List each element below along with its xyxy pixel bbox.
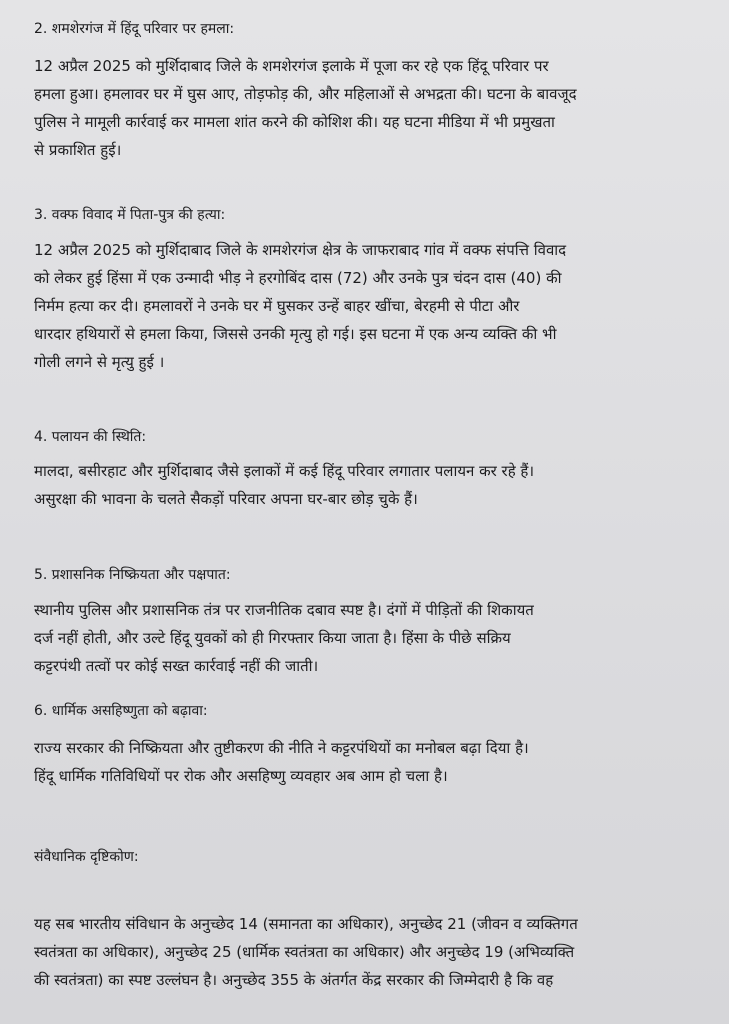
paragraph-line: 12 अप्रैल 2025 को मुर्शिदाबाद जिले के शमशेरगंज इलाके में पूजा कर रहे एक हिंदू परिवार पर: [34, 57, 549, 75]
paragraph-line: गोली लगने से मृत्यु हुई ।: [34, 353, 165, 371]
paragraph-line: पुलिस ने मामूली कार्रवाई कर मामला शांत करने की कोशिश की। यह घटना मीडिया में भी प्रमुखता: [34, 113, 555, 131]
paragraph-line: यह सब भारतीय संविधान के अनुच्छेद 14 (समानता का अधिकार), अनुच्छेद 21 (जीवन व व्यक्तिगत: [34, 915, 578, 933]
section-2-heading: 2. शमशेरगंज में हिंदू परिवार पर हमला:: [34, 21, 235, 37]
section-5-paragraph: [34, 596, 699, 680]
constitutional-paragraph: [34, 910, 699, 994]
section-2-paragraph: [34, 52, 699, 164]
section-4-heading: 4. पलायन की स्थिति:: [34, 429, 147, 445]
paragraph-line: 12 अप्रैल 2025 को मुर्शिदाबाद जिले के शमशेरगंज क्षेत्र के जाफराबाद गांव में वक्फ संपत्ति विवाद: [34, 241, 567, 259]
paragraph-line: को लेकर हुई हिंसा में एक उन्मादी भीड़ ने हरगोबिंद दास (72) और उनके पुत्र चंदन दास (40) की: [34, 269, 562, 287]
section-6-paragraph: [34, 734, 699, 790]
section-3-paragraph: [34, 236, 699, 376]
paragraph-line: कट्टरपंथी तत्वों पर कोई सख्त कार्रवाई नहीं की जाती।: [34, 657, 319, 675]
section-3-heading: 3. वक्फ विवाद में पिता-पुत्र की हत्या:: [34, 207, 226, 223]
paragraph-line: धारदार हथियारों से हमला किया, जिससे उनकी मृत्यु हो गई। इस घटना में एक अन्य व्यक्ति की भी: [34, 325, 557, 343]
section-5-heading: 5. प्रशासनिक निष्क्रियता और पक्षपात:: [34, 567, 231, 583]
paragraph-line: राज्य सरकार की निष्क्रियता और तुष्टीकरण की नीति ने कट्टरपंथियों का मनोबल बढ़ा दिया है।: [34, 739, 529, 757]
paragraph-line: मालदा, बसीरहाट और मुर्शिदाबाद जैसे इलाकों में कई हिंदू परिवार लगातार पलायन कर रहे हैं।: [34, 462, 535, 480]
paragraph-line: से प्रकाशित हुई।: [34, 141, 122, 159]
paragraph-line: हमला हुआ। हमलावर घर में घुस आए, तोड़फोड़ की, और महिलाओं से अभद्रता की। घटना के बावजूद: [34, 85, 577, 103]
constitutional-heading: संवैधानिक दृष्टिकोण:: [34, 849, 139, 865]
paragraph-line: स्वतंत्रता का अधिकार), अनुच्छेद 25 (धार्मिक स्वतंत्रता का अधिकार) और अनुच्छेद 19 (अभिव्यक्ति: [34, 943, 575, 961]
paragraph-line: हिंदू धार्मिक गतिविधियों पर रोक और असहिष्णु व्यवहार अब आम हो चला है।: [34, 767, 448, 785]
section-6-heading: 6. धार्मिक असहिष्णुता को बढ़ावा:: [34, 703, 208, 719]
paragraph-line: स्थानीय पुलिस और प्रशासनिक तंत्र पर राजनीतिक दबाव स्पष्ट है। दंगों में पीड़ितों की शिकायत: [34, 601, 534, 619]
paragraph-line: निर्मम हत्या कर दी। हमलावरों ने उनके घर में घुसकर उन्हें बाहर खींचा, बेरहमी से पीटा और: [34, 297, 520, 315]
section-4-paragraph: [34, 457, 699, 513]
paragraph-line: की स्वतंत्रता) का स्पष्ट उल्लंघन है। अनुच्छेद 355 के अंतर्गत केंद्र सरकार की जिम्मेदारी है कि वह: [34, 971, 554, 989]
paragraph-line: दर्ज नहीं होती, और उल्टे हिंदू युवकों को ही गिरफ्तार किया जाता है। हिंसा के पीछे सक्रिय: [34, 629, 511, 647]
paragraph-line: असुरक्षा की भावना के चलते सैकड़ों परिवार अपना घर-बार छोड़ चुके हैं।: [34, 490, 418, 508]
